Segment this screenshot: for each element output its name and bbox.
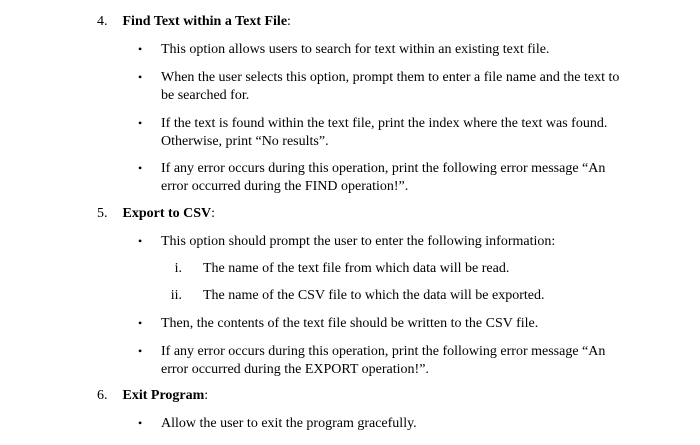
sub-item-numeral: i.	[174, 261, 182, 276]
bullet-icon: •	[138, 116, 143, 130]
bullet-text: If any error occurs during this operation, print the following error message “An	[161, 161, 606, 176]
bullet-text: This option should prompt the user to enter the following information:	[161, 234, 556, 249]
bullet-text: If the text is found within the text file, print the index where the text was found.	[161, 116, 608, 131]
section-number: 4.	[97, 14, 108, 29]
bullet-text: If any error occurs during this operation, print the following error message “An	[161, 344, 606, 359]
bullet-icon: •	[138, 42, 143, 56]
section-title: Find Text within a Text File	[122, 14, 288, 29]
bullet-text-continued: Otherwise, print “No results”.	[161, 134, 329, 149]
section-heading	[97, 205, 215, 222]
sub-item-text: The name of the CSV file to which the data will be exported.	[203, 288, 545, 303]
bullet-text-continued: error occurred during the FIND operation!”.	[161, 179, 409, 194]
bullet-text: This option allows users to search for text within an existing text file.	[161, 42, 550, 57]
section-heading	[97, 387, 208, 404]
bullet-icon: •	[138, 161, 143, 175]
bullet-text-continued: be searched for.	[161, 88, 250, 103]
sub-item-numeral: ii.	[170, 288, 182, 303]
section-colon: :	[204, 388, 209, 403]
section-number: 6.	[97, 388, 108, 403]
sub-item-text: The name of the text file from which data will be read.	[203, 261, 510, 276]
section-colon: :	[287, 14, 291, 29]
bullet-text-continued: error occurred during the EXPORT operation!”.	[161, 362, 429, 377]
bullet-icon: •	[138, 316, 143, 330]
bullet-icon: •	[138, 234, 143, 248]
bullet-icon: •	[138, 70, 143, 84]
bullet-icon: •	[138, 344, 143, 358]
bullet-text: Then, the contents of the text file should be written to the CSV file.	[161, 316, 539, 331]
section-colon: :	[211, 206, 216, 221]
section-heading	[97, 13, 291, 30]
section-title: Export to CSV	[122, 206, 212, 221]
bullet-icon: •	[138, 416, 143, 430]
bullet-text: Allow the user to exit the program gracefully.	[161, 416, 417, 431]
section-number: 5.	[97, 206, 108, 221]
section-title: Exit Program	[122, 388, 205, 403]
bullet-text: When the user selects this option, prompt them to enter a file name and the text to	[161, 70, 620, 85]
